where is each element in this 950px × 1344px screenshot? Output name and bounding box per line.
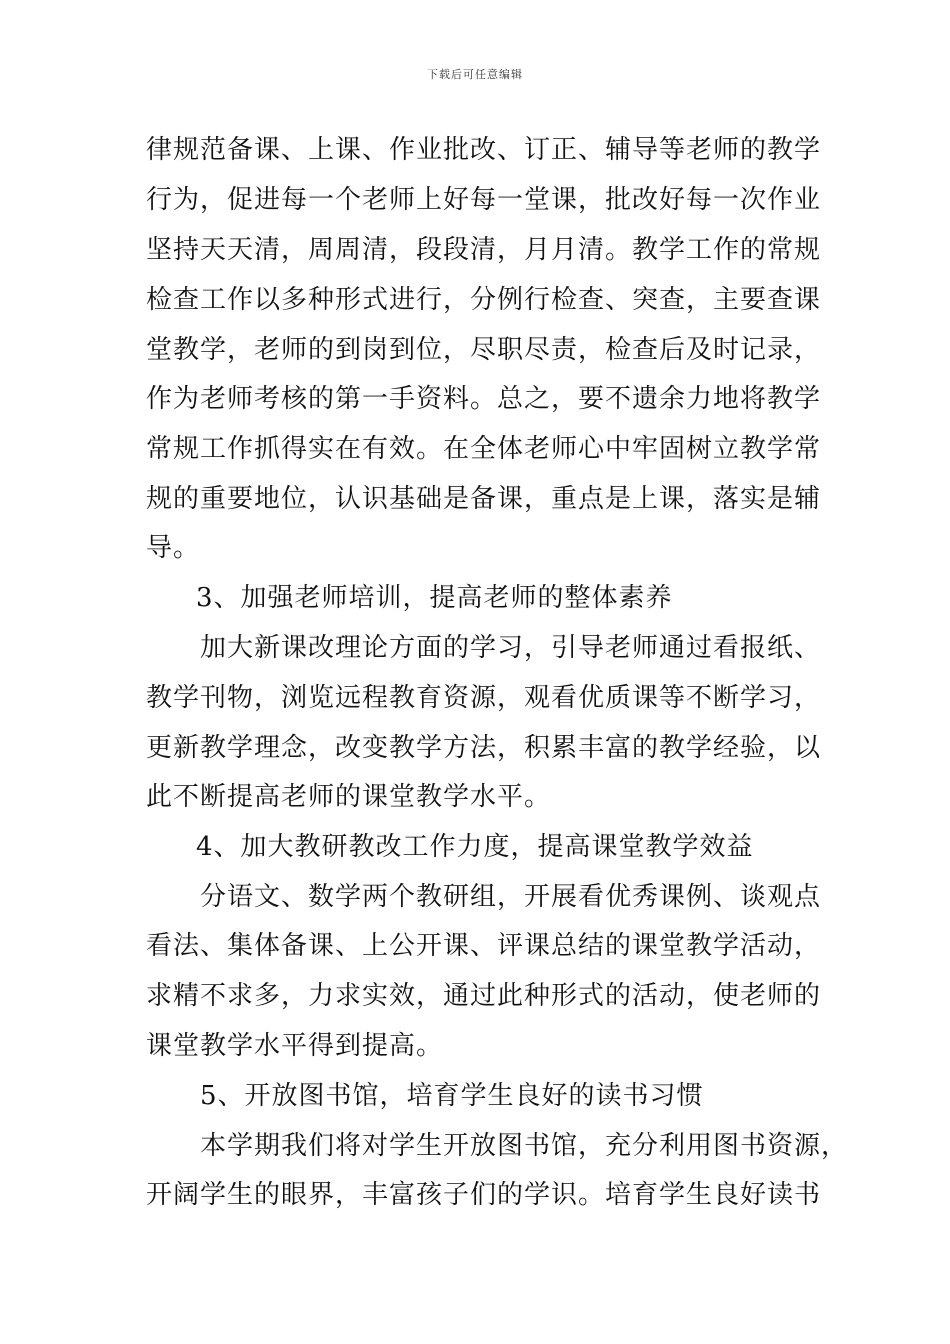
body-line: 规的重要地位，认识基础是备课，重点是上课，落实是辅: [146, 484, 822, 514]
body-line: 本学期我们将对学生开放图书馆，充分利用图书资源，: [200, 1131, 849, 1161]
body-line: 看法、集体备课、上公开课、评课总结的课堂教学活动，: [146, 931, 822, 961]
body-line: 律规范备课、上课、作业批改、订正、辅导等老师的教学: [146, 135, 822, 165]
body-line: 坚持天天清，周周清，段段清，月月清。教学工作的常规: [146, 235, 822, 265]
body-line: 堂教学，老师的到岗到位，尽职尽责，检查后及时记录，: [146, 335, 822, 365]
body-line: 常规工作抓得实在有效。在全体老师心中牢固树立教学常: [146, 434, 822, 464]
section-heading: 3、加强老师培训，提高老师的整体素养: [196, 583, 673, 613]
body-line: 分语文、数学两个教研组，开展看优秀课例、谈观点: [200, 882, 822, 912]
body-line: 导。: [146, 533, 201, 563]
body-line: 课堂教学水平得到提高。: [146, 1031, 444, 1061]
body-line: 教学刊物，浏览远程教育资源，观看优质课等不断学习，: [146, 683, 822, 713]
body-line: 此不断提高老师的课堂教学水平。: [146, 782, 552, 812]
section-heading: 5、开放图书馆，培育学生良好的读书习惯: [200, 1081, 704, 1111]
section-heading: 4、加大教研教改工作力度，提高课堂教学效益: [196, 832, 754, 862]
body-line: 求精不求多，力求实效，通过此种形式的活动，使老师的: [146, 981, 822, 1011]
body-line: 检查工作以多种形式进行，分例行检查、突查，主要查课: [146, 285, 822, 315]
body-line: 行为，促进每一个老师上好每一堂课，批改好每一次作业: [146, 185, 822, 215]
body-line: 开阔学生的眼界，丰富孩子们的学识。培育学生良好读书: [146, 1180, 822, 1210]
header-note: 下载后可任意编辑: [427, 68, 523, 81]
body-line: 更新教学理念，改变教学方法，积累丰富的教学经验，以: [146, 733, 822, 763]
body-line: 作为老师考核的第一手资料。总之，要不遗余力地将教学: [146, 384, 822, 414]
body-line: 加大新课改理论方面的学习，引导老师通过看报纸、: [200, 633, 822, 663]
